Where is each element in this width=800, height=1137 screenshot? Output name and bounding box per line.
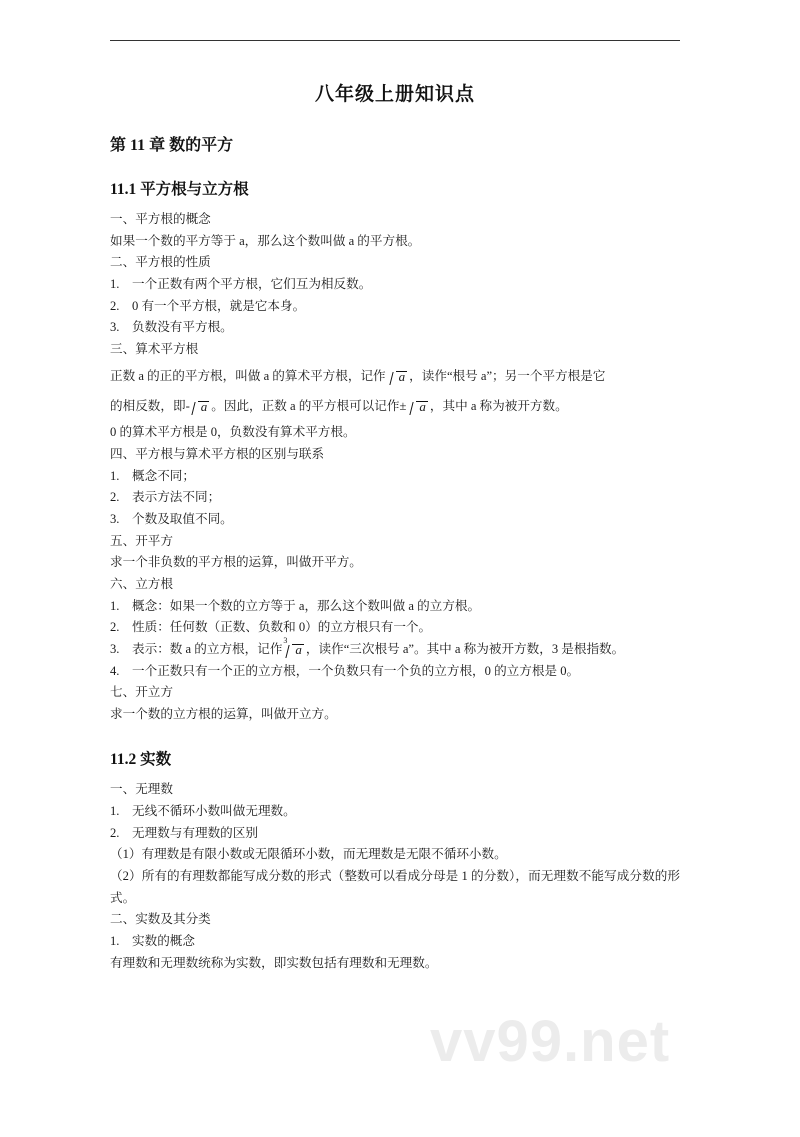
sqrt-a-symbol: a <box>190 400 210 413</box>
list-item <box>110 296 680 318</box>
sqrt-a-symbol: a <box>388 370 408 383</box>
paragraph: 如果一个数的平方等于 a，那么这个数叫做 a 的平方根。 <box>110 233 421 248</box>
list-item <box>110 596 680 618</box>
list-item-text: 无理数与有理数的区别 <box>132 825 258 840</box>
list-item-text: 概念不同； <box>132 468 195 483</box>
list-item-text: 性质：任何数（正数、负数和 0）的立方根只有一个。 <box>132 620 432 635</box>
list-item <box>110 509 680 531</box>
list-item-text: 表示方法不同； <box>132 490 221 505</box>
list-item-text: 概念：如果一个数的立方等于 a，那么这个数叫做 a 的立方根。 <box>132 598 481 613</box>
list-item-number: 3. <box>110 641 120 656</box>
list-item-text: 0 有一个平方根，就是它本身。 <box>132 298 306 313</box>
section-heading-11-1: 11.1 平方根与立方根 <box>110 181 249 198</box>
list-item-number: 1. <box>110 934 120 949</box>
paragraph: 求一个数的立方根的运算，叫做开立方。 <box>110 706 337 721</box>
list-item <box>110 487 680 509</box>
watermark: vv99.net <box>430 1009 671 1074</box>
root-index: 3 <box>283 635 288 645</box>
list-item-number: 1. <box>110 598 120 613</box>
subsection-label: 六、立方根 <box>110 576 173 591</box>
subsection-label: 二、平方根的性质 <box>110 255 211 270</box>
list-item <box>110 823 680 845</box>
list-item-number: 1. <box>110 468 120 483</box>
cube-root-a-symbol: 3 a <box>283 635 302 657</box>
header-rule <box>110 40 680 41</box>
list-item <box>110 801 680 823</box>
formula-text-lead: 的相反数，即 <box>110 399 186 414</box>
formula-text-tail: ，读作“三次根号 a”。其中 a 称为被开方数，3 是根指数。 <box>305 641 625 656</box>
list-item-text: 一个正数只有一个正的立方根，一个负数只有一个负的立方根，0 的立方根是 0。 <box>132 663 580 678</box>
list-item-with-formula <box>110 635 680 661</box>
formula-text-tail: ，其中 a 称为被开方数。 <box>429 399 568 414</box>
list-item-text: 无线不循环小数叫做无理数。 <box>132 804 296 819</box>
paragraph: 0 的算术平方根是 0，负数没有算术平方根。 <box>110 425 356 440</box>
list-item-text: 负数没有平方根。 <box>132 320 233 335</box>
sqrt-a-symbol: a <box>408 400 428 413</box>
subsection-label: 三、算术平方根 <box>110 341 199 356</box>
list-item-number: 2. <box>110 298 120 313</box>
subsection-label: 一、无理数 <box>110 782 173 797</box>
paragraph: 有理数和无理数统称为实数，即实数包括有理数和无理数。 <box>110 955 438 970</box>
list-item-number: 2. <box>110 620 120 635</box>
section-heading-11-2: 11.2 实数 <box>110 751 172 769</box>
list-item-number: 1. <box>110 804 120 819</box>
list-item-text: 个数及取值不同。 <box>132 511 233 526</box>
chapter-heading: 第 11 章 数的平方 <box>110 137 234 154</box>
list-item-number: 2. <box>110 825 120 840</box>
formula-text-lead: 表示：数 a 的立方根，记作 <box>132 641 283 656</box>
list-item-number: 1. <box>110 276 120 291</box>
list-item-number: 2. <box>110 490 120 505</box>
page-title: 八年级上册知识点 <box>314 84 475 105</box>
list-item-text: 实数的概念 <box>132 934 195 949</box>
formula-text-tail: ，读作“根号 a”；另一个平方根是它 <box>409 368 606 383</box>
subsection-label: 七、开立方 <box>110 685 173 700</box>
page-content <box>110 40 680 974</box>
list-item-number: 4. <box>110 663 120 678</box>
formula-text-lead: 正数 a 的正的平方根，叫做 a 的算术平方根，记作 <box>110 368 386 383</box>
formula-text-mid: 。因此，正数 a 的平方根可以记作± <box>211 399 407 414</box>
paragraph-with-formula <box>110 361 680 392</box>
list-item-text: 一个正数有两个平方根，它们互为相反数。 <box>132 276 372 291</box>
paragraph-with-formula <box>110 391 680 422</box>
subsection-label: 五、开平方 <box>110 533 173 548</box>
list-item <box>110 661 680 683</box>
minus-sign: - <box>185 399 190 414</box>
list-item-number: 3. <box>110 320 120 335</box>
subsection-label: 一、平方根的概念 <box>110 212 211 226</box>
list-item <box>110 931 680 953</box>
paragraph: 求一个非负数的平方根的运算，叫做开平方。 <box>110 555 362 570</box>
list-item <box>110 466 680 488</box>
paragraph: （2）所有的有理数都能写成分数的形式（整数可以看成分母是 1 的分数），而无理数不能写成分数的形式。 <box>110 869 680 905</box>
list-item <box>110 617 680 639</box>
paragraph: （1）有理数是有限小数或无限循环小数，而无理数是无限不循环小数。 <box>110 847 507 862</box>
list-item <box>110 317 680 339</box>
list-item-number: 3. <box>110 511 120 526</box>
list-item <box>110 274 680 296</box>
subsection-label: 四、平方根与算术平方根的区别与联系 <box>110 446 325 461</box>
subsection-label: 二、实数及其分类 <box>110 912 211 927</box>
